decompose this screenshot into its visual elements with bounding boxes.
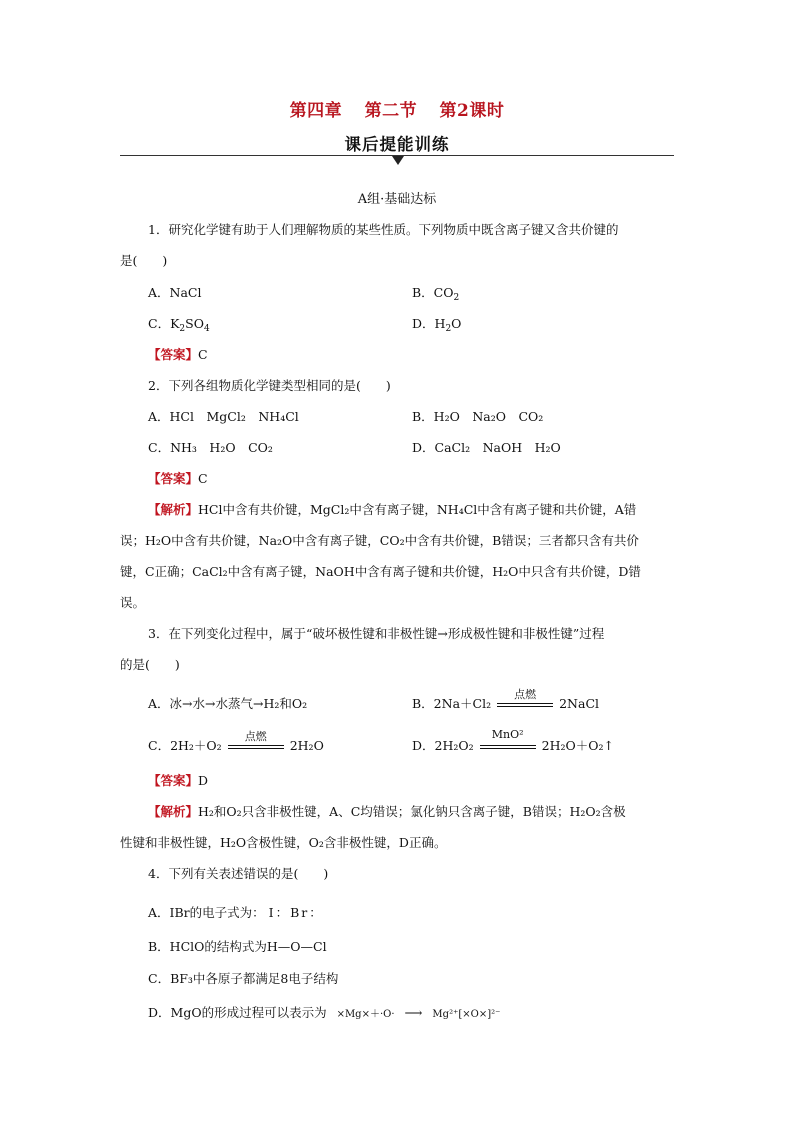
q3-stem-line2: 的是( ): [120, 657, 180, 672]
q4-option-c: C．BF₃中各原子都满足8电子结构: [148, 971, 339, 986]
q3-option-a: A．冰→水→水蒸气→H₂和O₂: [148, 696, 308, 711]
q1-option-d: D．$H_2O$: [412, 316, 462, 334]
reaction-condition-arrow: 点燃: [226, 740, 286, 754]
reaction-condition-arrow: 点燃: [495, 698, 555, 712]
q3-option-b: B．2Na＋Cl₂ 点燃 2NaCl: [412, 687, 600, 711]
q3-answer: 【答案】D: [148, 773, 209, 788]
q3-option-c: C．2H₂＋O₂ 点燃 2H₂O: [148, 729, 324, 753]
q3-option-d: D．2H₂O₂ MnO² 2H₂O＋O₂↑: [412, 727, 615, 753]
q1-option-a: A．NaCl: [148, 285, 202, 300]
triangle-marker-icon: [392, 156, 404, 165]
lesson-label: 第2课时: [439, 101, 505, 121]
q4-option-b: B．HClO的结构式为H—O—Cl: [148, 939, 327, 954]
q2-option-a: A．HCl MgCl₂ NH₄Cl: [148, 409, 299, 424]
q1-stem-line2: 是( ): [120, 253, 168, 268]
q3-stem-line1: 3．在下列变化过程中，属于“破坏极性键和非极性键→形成极性键和非极性键”过程: [148, 626, 605, 641]
q1-option-c: C．$K_2SO_4$: [148, 316, 210, 334]
chapter-heading: [0, 96, 794, 121]
q2-answer: 【答案】C: [148, 471, 208, 486]
q3-analysis-line1: 【解析】H₂和O₂只含非极性键，A、C均错误；氯化钠只含离子键，B错误；H₂O₂含极: [148, 804, 626, 819]
q2-option-b: B．H₂O Na₂O CO₂: [412, 409, 544, 424]
q4-option-d: D．MgO的形成过程可以表示为 ×Mg×＋·O· ⟶ Mg²⁺[×O×]²⁻: [148, 1005, 501, 1020]
q4-option-a: A．IBr的电子式为： I：Br：: [148, 905, 324, 920]
q2-analysis-line4: 误。: [120, 595, 146, 610]
q2-analysis-line1: 【解析】HCl中含有共价键，MgCl₂中含有离子键，NH₄Cl中含有离子键和共价键，A错: [148, 502, 637, 517]
q4-stem: 4．下列有关表述错误的是( ): [148, 866, 329, 881]
reaction-condition-arrow: MnO²: [478, 740, 538, 754]
section-label: 第二节: [364, 101, 418, 121]
chapter-label: 第四章: [289, 101, 343, 121]
group-title: A组·基础达标: [357, 192, 437, 207]
q2-analysis-line2: 误；H₂O中含有共价键，Na₂O中含有离子键，CO₂中含有共价键，B错误；三者都只含有共价: [120, 533, 639, 548]
q2-option-d: D．CaCl₂ NaOH H₂O: [412, 440, 561, 455]
q2-stem: 2．下列各组物质化学键类型相同的是( ): [148, 378, 391, 393]
q1-answer: 【答案】C: [148, 347, 208, 362]
q2-analysis-line3: 键，C正确；CaCl₂中含有离子键，NaOH中含有离子键和共价键，H₂O中只含有共价键，D错: [120, 564, 641, 579]
q1-stem-line1: 1．研究化学键有助于人们理解物质的某些性质。下列物质中既含离子键又含共价键的: [148, 222, 619, 237]
q1-option-b: B．$CO_2$: [412, 285, 460, 303]
q2-option-c: C．NH₃ H₂O CO₂: [148, 440, 273, 455]
q3-analysis-line2: 性键和非极性键，H₂O含极性键，O₂含非极性键，D正确。: [120, 835, 447, 850]
page-subtitle: 课后提能训练: [344, 135, 450, 154]
